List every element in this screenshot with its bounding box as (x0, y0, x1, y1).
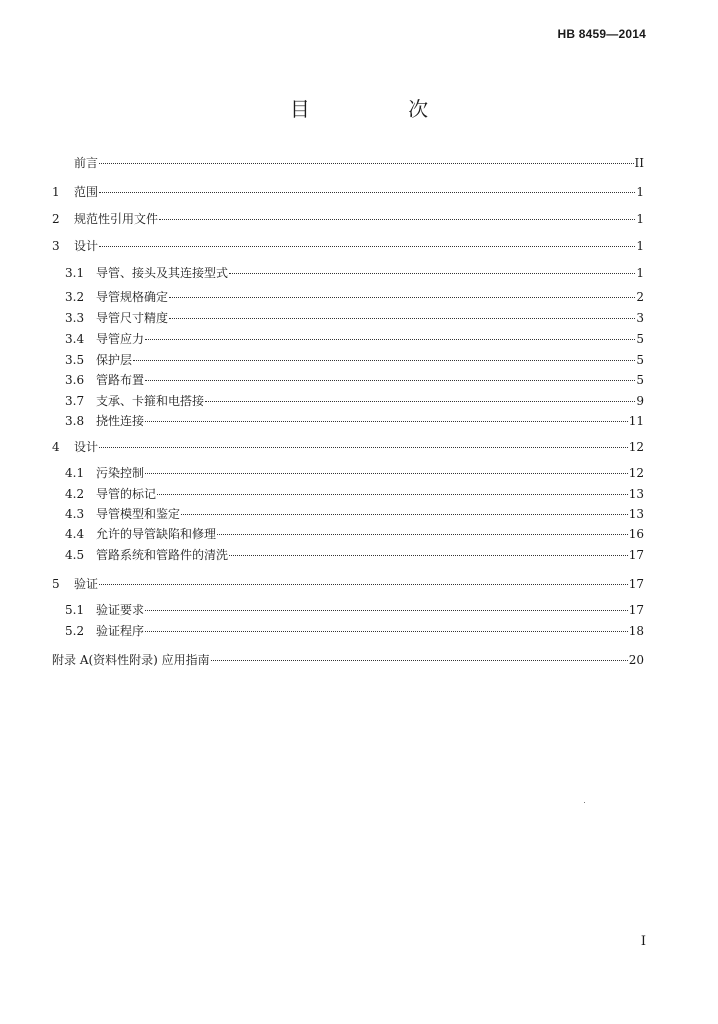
toc-entry-number: 4.5 (65, 548, 85, 562)
toc-entry-page: 2 (636, 290, 644, 304)
toc-entry-title: 污染控制 (96, 466, 145, 480)
toc-leader-dots (99, 245, 635, 247)
toc-entry-number: 5.2 (65, 624, 85, 638)
toc-entry-title: 范围 (74, 185, 99, 199)
toc-entry-number: 3.2 (65, 290, 85, 304)
toc-entry (65, 601, 644, 619)
toc-entry-page: 17 (628, 548, 644, 562)
toc-entry-title: 验证 (74, 577, 99, 591)
toc-entry-number: 3.6 (65, 373, 85, 387)
toc-entry (52, 210, 644, 228)
toc-entry (65, 412, 644, 430)
toc-entry-page: II (634, 156, 644, 170)
toc-entry-page: 17 (628, 577, 644, 591)
toc-entry-number: 3.8 (65, 414, 85, 428)
toc-entry (52, 237, 644, 255)
toc-entry-title: 导管尺寸精度 (96, 311, 169, 325)
toc-entry (65, 622, 644, 640)
toc-entry (65, 264, 644, 282)
toc-entry-title: 验证程序 (96, 624, 145, 638)
toc-entry (52, 575, 644, 593)
toc-leader-dots (159, 218, 635, 220)
toc-entry-page: 13 (628, 507, 644, 521)
toc-entry (65, 330, 644, 348)
toc-entry-page: 16 (628, 527, 644, 541)
toc-leader-dots (205, 400, 635, 402)
toc-entry (52, 651, 644, 669)
toc-entry (65, 371, 644, 389)
toc-entry-page: 1 (636, 239, 644, 253)
toc-entry-page: 1 (636, 185, 644, 199)
toc-entry-title: 验证要求 (96, 603, 145, 617)
page-number: I (640, 934, 646, 949)
toc-entry-number: 1 (52, 185, 60, 199)
toc-entry (65, 546, 644, 564)
toc-entry-title: 导管、接头及其连接型式 (96, 266, 229, 280)
toc-leader-dots (169, 317, 635, 319)
toc-entry-number: 3 (52, 239, 60, 253)
standard-code: HB 8459—2014 (557, 27, 646, 41)
toc-entry-page: 20 (628, 653, 644, 667)
toc-entry (65, 525, 644, 543)
toc-entry-title: 规范性引用文件 (74, 212, 159, 226)
toc-entry-number: 5 (52, 577, 60, 591)
toc-entry (65, 464, 644, 482)
toc-entry-number: 2 (52, 212, 60, 226)
toc-entry-page: 12 (628, 466, 644, 480)
toc-leader-dots (181, 513, 628, 515)
toc-entry-page: 5 (636, 332, 644, 346)
toc-entry-number: 3.3 (65, 311, 85, 325)
toc-entry-page: 13 (628, 487, 644, 501)
toc-entry-page: 1 (636, 212, 644, 226)
toc-entry-page: 17 (628, 603, 644, 617)
toc-leader-dots (145, 472, 628, 474)
toc-entry-page: 9 (636, 394, 644, 408)
toc-leader-dots (99, 446, 628, 448)
toc-entry (52, 154, 644, 172)
toc-entry-number: 3.5 (65, 353, 85, 367)
toc-entry (65, 288, 644, 306)
toc-leader-dots (145, 379, 635, 381)
toc-entry-page: 5 (636, 353, 644, 367)
toc-entry-title: 导管规格确定 (96, 290, 169, 304)
toc-entry-number: 3.1 (65, 266, 85, 280)
toc-leader-dots (133, 359, 635, 361)
toc-leader-dots (99, 583, 628, 585)
toc-entry-page: 5 (636, 373, 644, 387)
toc-entry-number: 4.4 (65, 527, 85, 541)
toc-entry-number: 3.7 (65, 394, 85, 408)
toc-entry (65, 392, 644, 410)
toc-entry-title: 挠性连接 (96, 414, 145, 428)
page-title: 目 次 (289, 97, 475, 121)
toc-leader-dots (217, 533, 628, 535)
toc-leader-dots (229, 554, 628, 556)
toc-entry (65, 351, 644, 369)
toc-entry-number: 5.1 (65, 603, 85, 617)
toc-entry-title: 前言 (74, 156, 99, 170)
toc-entry-title: 保护层 (96, 353, 133, 367)
toc-entry-title: 设计 (74, 440, 99, 454)
toc-entry-number: 4 (52, 440, 60, 454)
toc-entry (65, 505, 644, 523)
toc-leader-dots (145, 630, 628, 632)
toc-leader-dots (145, 338, 635, 340)
toc-entry (52, 438, 644, 456)
toc-entry (65, 309, 644, 327)
toc-entry-number: 3.4 (65, 332, 85, 346)
toc-entry-title: 管路系统和管路件的清洗 (96, 548, 229, 562)
toc-leader-dots (99, 162, 634, 164)
toc-leader-dots (145, 420, 628, 422)
toc-entry-title: 导管的标记 (96, 487, 157, 501)
toc-entry-title: 设计 (74, 239, 99, 253)
toc-leader-dots (99, 191, 635, 193)
toc-entry (52, 183, 644, 201)
toc-entry-number: 4.1 (65, 466, 85, 480)
toc-entry-title: 导管应力 (96, 332, 145, 346)
toc-leader-dots (229, 272, 635, 274)
toc-leader-dots (145, 609, 628, 611)
toc-entry-title: 附录 A(资料性附录) 应用指南 (52, 653, 210, 667)
toc-entry-title: 允许的导管缺陷和修理 (96, 527, 217, 541)
toc-entry-title: 支承、卡箍和电搭接 (96, 394, 205, 408)
toc-entry-title: 导管模型和鉴定 (96, 507, 181, 521)
toc-entry-number: 4.2 (65, 487, 85, 501)
toc-leader-dots (169, 296, 635, 298)
toc-entry-page: 12 (628, 440, 644, 454)
toc-entry-page: 11 (628, 414, 644, 428)
scan-speck (584, 802, 585, 803)
toc-entry-page: 1 (636, 266, 644, 280)
toc-entry-title: 管路布置 (96, 373, 145, 387)
toc-leader-dots (157, 493, 628, 495)
toc-entry-page: 18 (628, 624, 644, 638)
toc-entry-page: 3 (636, 311, 644, 325)
toc-entry-number: 4.3 (65, 507, 85, 521)
toc-leader-dots (211, 659, 628, 661)
toc-entry (65, 485, 644, 503)
